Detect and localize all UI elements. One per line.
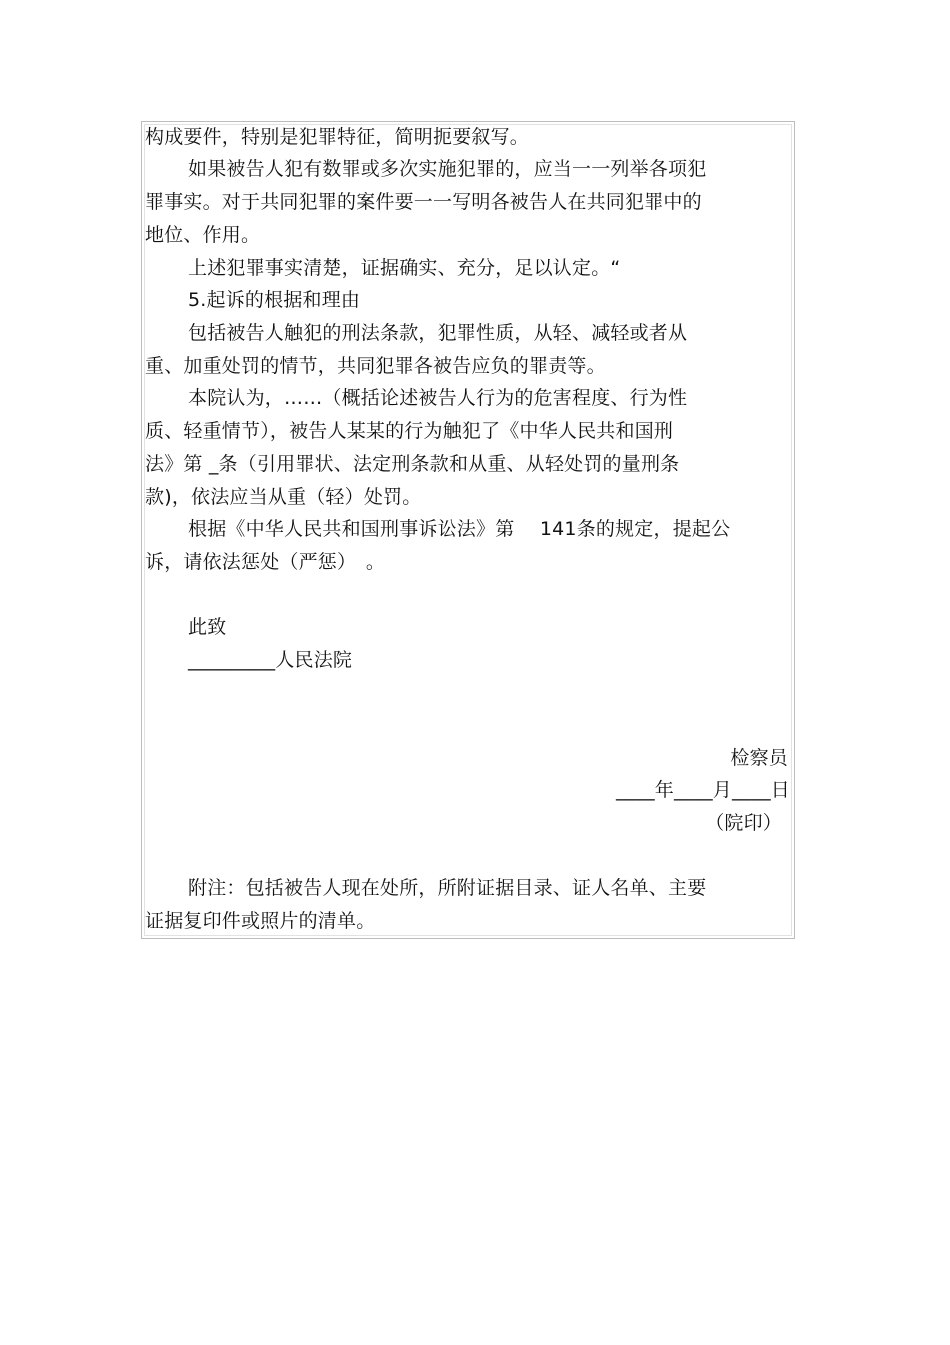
text-line: 重、加重处罚的情节，共同犯罪各被告应负的罪责等。	[145, 355, 606, 377]
appendix-note: 附注：包括被告人现在处所，所附证据目录、证人名单、主要	[188, 877, 707, 899]
signatory-title: 检察员	[730, 747, 788, 769]
appendix-note-continued: 证据复印件或照片的清单。	[145, 910, 376, 932]
text-line: 根据《中华人民共和国刑事诉讼法》第 141条的规定，提起公	[188, 518, 731, 540]
addressee-court: _________人民法院	[188, 649, 353, 671]
text-line: 如果被告人犯有数罪或多次实施犯罪的，应当一一列举各项犯	[188, 158, 707, 180]
text-line: 构成要件，特别是犯罪特征，简明扼要叙写。	[145, 126, 530, 148]
salutation: 此致	[188, 616, 227, 638]
seal-note: （院印）	[705, 812, 782, 834]
text-line: 诉，请依法惩处（严惩） 。	[145, 551, 386, 573]
section-heading: 5.起诉的根据和理由	[188, 289, 361, 311]
text-line: 法》第 _条（引用罪状、法定刑条款和从重、从轻处罚的量刑条	[145, 453, 680, 475]
text-line: 包括被告人触犯的刑法条款，犯罪性质，从轻、减轻或者从	[188, 322, 688, 344]
text-line: 款)，依法应当从重（轻）处罚。	[145, 486, 422, 508]
text-line: 本院认为，……（概括论述被告人行为的危害程度、行为性	[188, 387, 688, 409]
date-line: ____年____月____日	[615, 779, 790, 801]
text-line: 上述犯罪事实清楚，证据确实、充分，足以认定。“	[188, 257, 621, 279]
text-line: 罪事实。对于共同犯罪的案件要一一写明各被告人在共同犯罪中的	[145, 191, 702, 213]
text-line: 地位、作用。	[145, 224, 261, 246]
text-line: 质、轻重情节），被告人某某的行为触犯了《中华人民共和国刑	[145, 420, 674, 442]
